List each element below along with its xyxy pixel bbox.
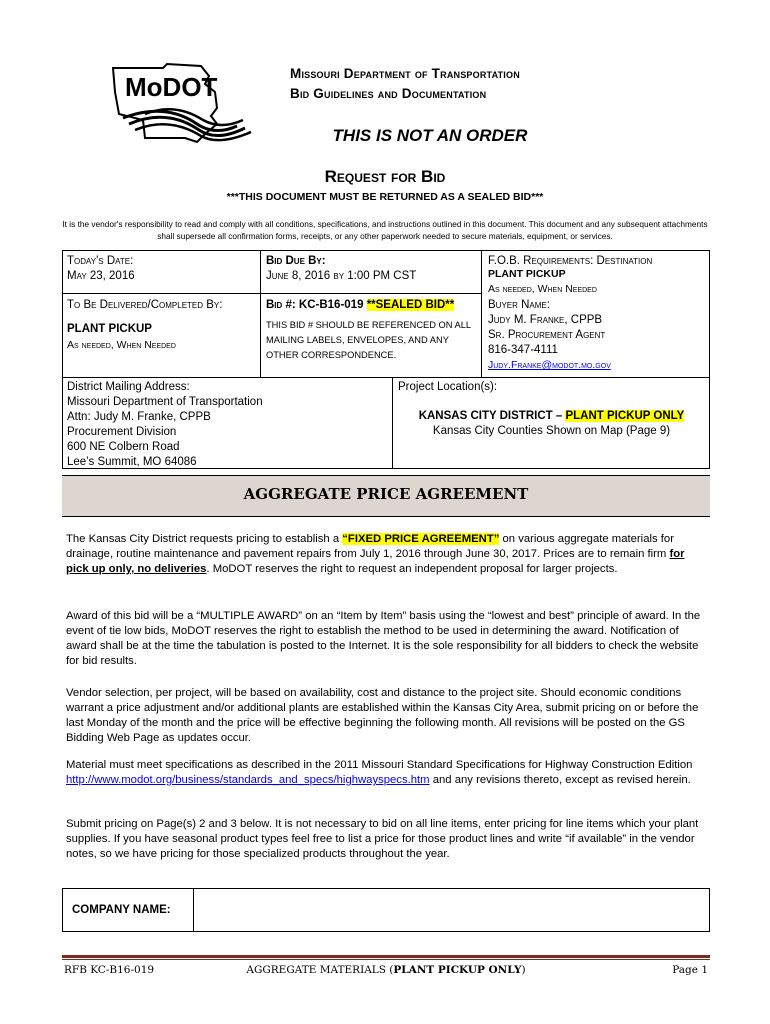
sealed-bid-tag: **SEALED BID** xyxy=(366,299,455,311)
vendor-responsibility-text: It is the vendor's responsibility to read and comply with all conditions, specifications, and instructions outlined in this document. This document and any subsequent attachments shall supersede all confirmation forms, receipts, or any other paperwork needed to secure materials, equipment, or services. xyxy=(62,219,708,241)
text: on various aggregate materials for drainage, routine maintenance and pavement repairs from July 1, 2016 through June 30, 2017. Prices are to remain firm xyxy=(66,533,674,560)
paragraph-vendor-selection: Vendor selection, per project, will be based on availability, cost and distance to the project site. Should economic conditions warrant a price adjustment and/or additional plants are established within the Kansas City Area, submit pricing on or before the last Monday of the month and the price will be effective beginning the following month. All revisions will be posted on the GS Bidding Web Page as updates occur. xyxy=(66,687,699,744)
pickup-only-emphasis: for pick up only, no deliveries xyxy=(66,548,685,575)
bid-number-note: THIS BID # SHOULD BE REFERENCED ON ALL MAILING LABELS, ENVELOPES, AND ANY OTHER CORRESPONDENCE. xyxy=(266,320,471,360)
text: The Kansas City District requests pricing to establish a xyxy=(66,533,343,545)
section-title: AGGREGATE PRICE AGREEMENT xyxy=(243,485,529,503)
buyer-email-link[interactable]: Judy.Franke@modot.mo.gov xyxy=(488,359,611,371)
table-divider xyxy=(62,293,482,294)
paragraph-pricing xyxy=(66,532,706,577)
table-divider xyxy=(260,250,261,377)
paragraph-award: Award of this bid will be a “MULTIPLE AWARD” on an “Item by Item” basis using the “lowest and best” principle of award. In the event of tie low bids, MoDOT reserves the right to establish the method to be used in determining the award. Notification of award shall be at the time the tabulation is posted to the Internet. It is the sole responsibility for all bidders to check the website for bid results. xyxy=(66,610,701,667)
mailing-line: Attn: Judy M. Franke, CPPB xyxy=(67,411,211,423)
mailing-line: 600 NE Colbern Road xyxy=(67,441,180,453)
buyer-label: Buyer Name: xyxy=(488,299,550,311)
buyer-title: Sr. Procurement Agent xyxy=(488,329,606,341)
mailing-line: Lee’s Summit, MO 64086 xyxy=(67,456,197,468)
document-subtitle: Bid Guidelines and Documentation xyxy=(290,86,487,101)
text: and any revisions thereto, except as revised herein. xyxy=(429,774,691,786)
text: Material must meet specifications as described in the 2011 Missouri Standard Specifications for Highway Construction Edition xyxy=(66,759,693,771)
project-district xyxy=(393,409,710,424)
text: ) xyxy=(521,964,526,976)
svg-text:MoDOT: MoDOT xyxy=(125,72,218,102)
plant-pickup-highlight: PLANT PICKUP ONLY xyxy=(565,410,685,422)
not-an-order-notice: THIS IS NOT AN ORDER xyxy=(332,126,528,145)
text: . MoDOT reserves the right to request an independent proposal for larger projects. xyxy=(206,563,618,575)
company-divider xyxy=(193,888,194,932)
company-name-field[interactable] xyxy=(196,891,710,930)
fob-label: F.O.B. Requirements: Destination xyxy=(488,255,653,267)
table-divider xyxy=(481,250,482,377)
footer-rule xyxy=(62,959,710,960)
delivered-by-label: To Be Delivered/Completed By: xyxy=(67,299,223,311)
project-location-label: Project Location(s): xyxy=(398,381,498,393)
project-district-name: KANSAS CITY DISTRICT – xyxy=(418,410,566,422)
mailing-line: Missouri Department of Transportation xyxy=(67,396,263,408)
delivered-by-value: PLANT PICKUP xyxy=(67,323,152,335)
buyer-name: Judy M. Franke, CPPB xyxy=(488,314,603,326)
table-divider xyxy=(62,377,710,378)
agency-name: Missouri Department of Transportation xyxy=(290,66,520,81)
delivered-by-note: As needed, When Needed xyxy=(67,339,176,351)
mailing-address-label: District Mailing Address: xyxy=(67,381,190,393)
footer-title xyxy=(62,964,710,976)
paragraph-specifications xyxy=(66,758,706,788)
bid-number-row xyxy=(266,298,454,313)
fixed-price-highlight: “FIXED PRICE AGREEMENT” xyxy=(342,533,500,545)
bid-number: Bid #: KC-B16-019 xyxy=(266,299,364,311)
todays-date-label: Today's Date: xyxy=(67,255,134,267)
buyer-phone: 816-347-4111 xyxy=(488,344,558,356)
footer-plant-pickup: PLANT PICKUP ONLY xyxy=(393,964,522,976)
bid-due-value: June 8, 2016 by 1:00 PM CST xyxy=(266,270,417,282)
company-name-label: COMPANY NAME: xyxy=(72,904,171,916)
fob-value: PLANT PICKUP xyxy=(488,268,566,280)
todays-date-value: May 23, 2016 xyxy=(67,270,135,282)
footer-rfb-number: RFB KC-B16-019 xyxy=(64,964,155,976)
paragraph-submit-pricing: Submit pricing on Page(s) 2 and 3 below. It is not necessary to bid on all line items, enter pricing for line items which your plant supplies. If you have seasonal product types feel free to list a price for those product lines and write “if available” in the vendor notes, so we have pricing for those specialized products throughout the year. xyxy=(66,818,699,860)
fob-note: As needed, When Needed xyxy=(488,283,597,295)
footer-rule xyxy=(62,955,710,958)
sealed-bid-notice: ***THIS DOCUMENT MUST BE RETURNED AS A SEALED BID*** xyxy=(226,191,544,203)
request-for-bid-title: Request for Bid xyxy=(324,167,446,186)
mailing-line: Procurement Division xyxy=(67,426,177,438)
footer-page-number: Page 1 xyxy=(672,964,708,976)
project-counties: Kansas City Counties Shown on Map (Page 9) xyxy=(432,425,671,437)
text: AGGREGATE MATERIALS ( xyxy=(246,964,394,976)
specifications-link[interactable]: http://www.modot.org/business/standards_and_specs/highwayspecs.htm xyxy=(66,774,430,786)
bid-due-label: Bid Due By: xyxy=(266,255,326,267)
